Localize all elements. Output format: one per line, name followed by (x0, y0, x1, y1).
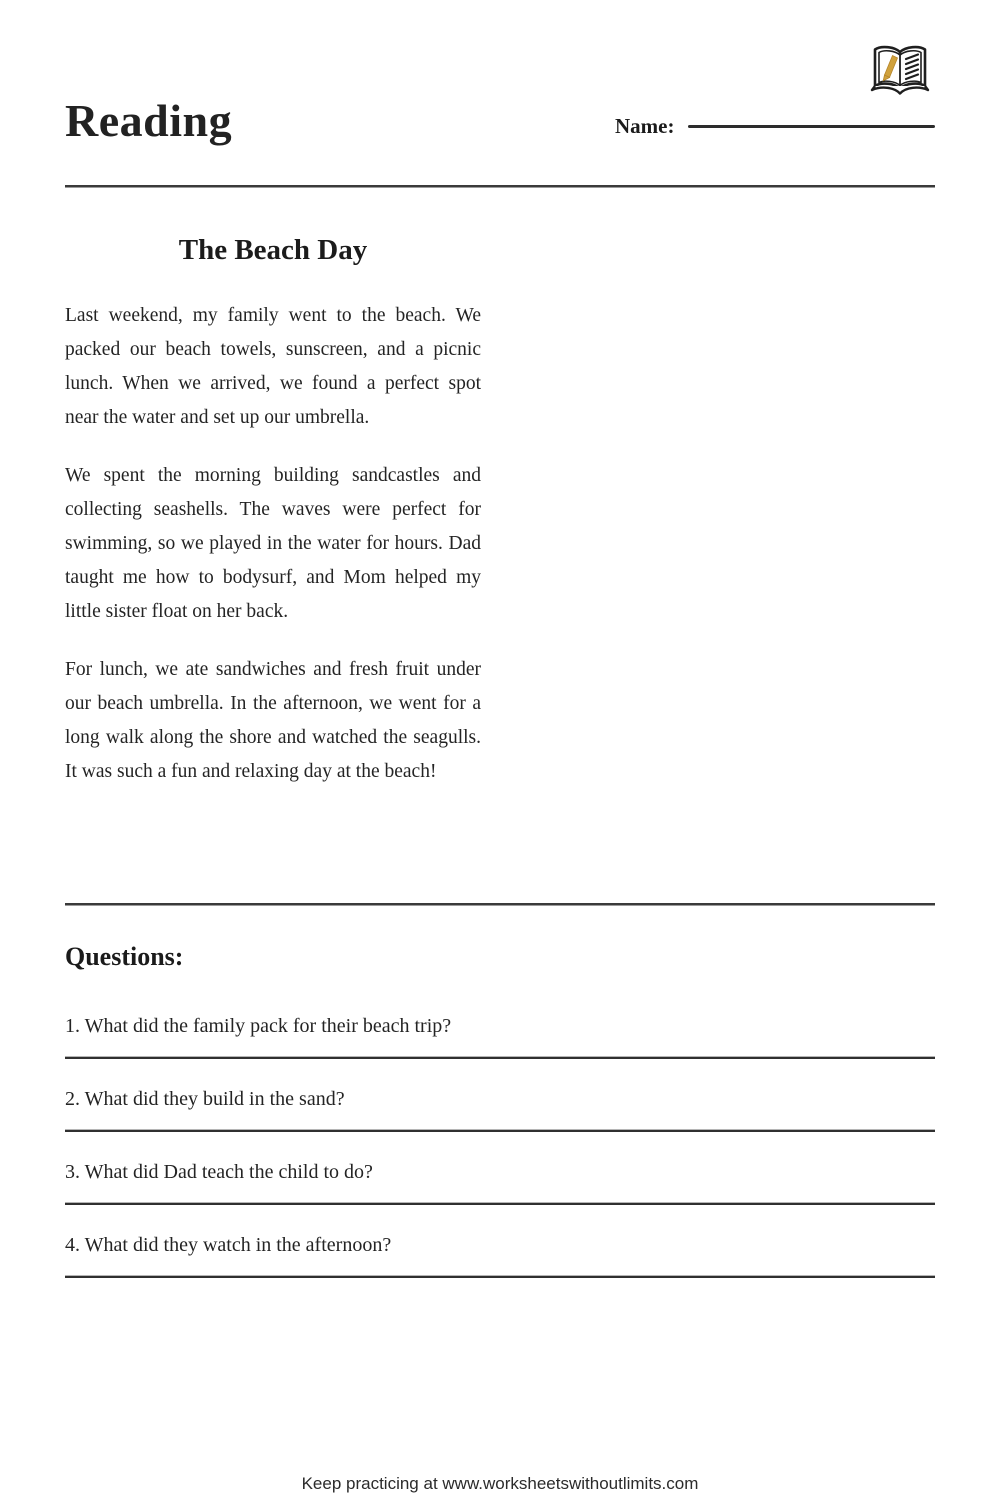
answer-blank-line[interactable] (65, 1129, 935, 1132)
question-label: 4. What did they watch in the afternoon? (65, 1234, 392, 1256)
passage-paragraph: Last weekend, my family went to the beach. We packed our beach towels, sunscreen, and a picnic lunch. When we arrived, we found a perfect spot near the water and set up our umbrella. (65, 305, 481, 428)
footer-text: Keep practicing at www.worksheetswithoutlimits.com (301, 1474, 699, 1493)
question-item (65, 1014, 935, 1059)
question-label: 3. What did Dad teach the child to do? (65, 1161, 373, 1183)
section-divider (65, 903, 935, 906)
questions-section (65, 942, 935, 1306)
question-item (65, 1087, 935, 1132)
page-title: Reading (65, 95, 233, 146)
answer-blank-line[interactable] (65, 1202, 935, 1205)
passage-paragraph: We spent the morning building sandcastles and collecting seashells. The waves were perfect for swimming, so we played in the water for hours. Dad taught me how to bodysurf, and Mom helped my little sister float on her back. (65, 465, 481, 622)
name-label: Name: (615, 114, 675, 138)
header-divider (65, 185, 935, 188)
name-blank-line[interactable] (688, 125, 935, 128)
name-field (615, 114, 935, 139)
questions-heading: Questions: (65, 942, 184, 971)
answer-blank-line[interactable] (65, 1056, 935, 1059)
passage-paragraph: For lunch, we ate sandwiches and fresh fruit under our beach umbrella. In the afternoon, we went for a long walk along the shore and watched the seagulls. It was such a fun and relaxing day at the beach! (65, 659, 481, 782)
question-label: 1. What did the family pack for their beach trip? (65, 1015, 452, 1037)
header (65, 95, 935, 146)
question-item (65, 1233, 935, 1278)
question-label: 2. What did they build in the sand? (65, 1088, 345, 1110)
answer-blank-line[interactable] (65, 1275, 935, 1278)
question-item (65, 1160, 935, 1205)
passage-title: The Beach Day (178, 234, 368, 266)
open-book-pencil-icon (868, 42, 932, 102)
reading-passage (65, 234, 481, 813)
